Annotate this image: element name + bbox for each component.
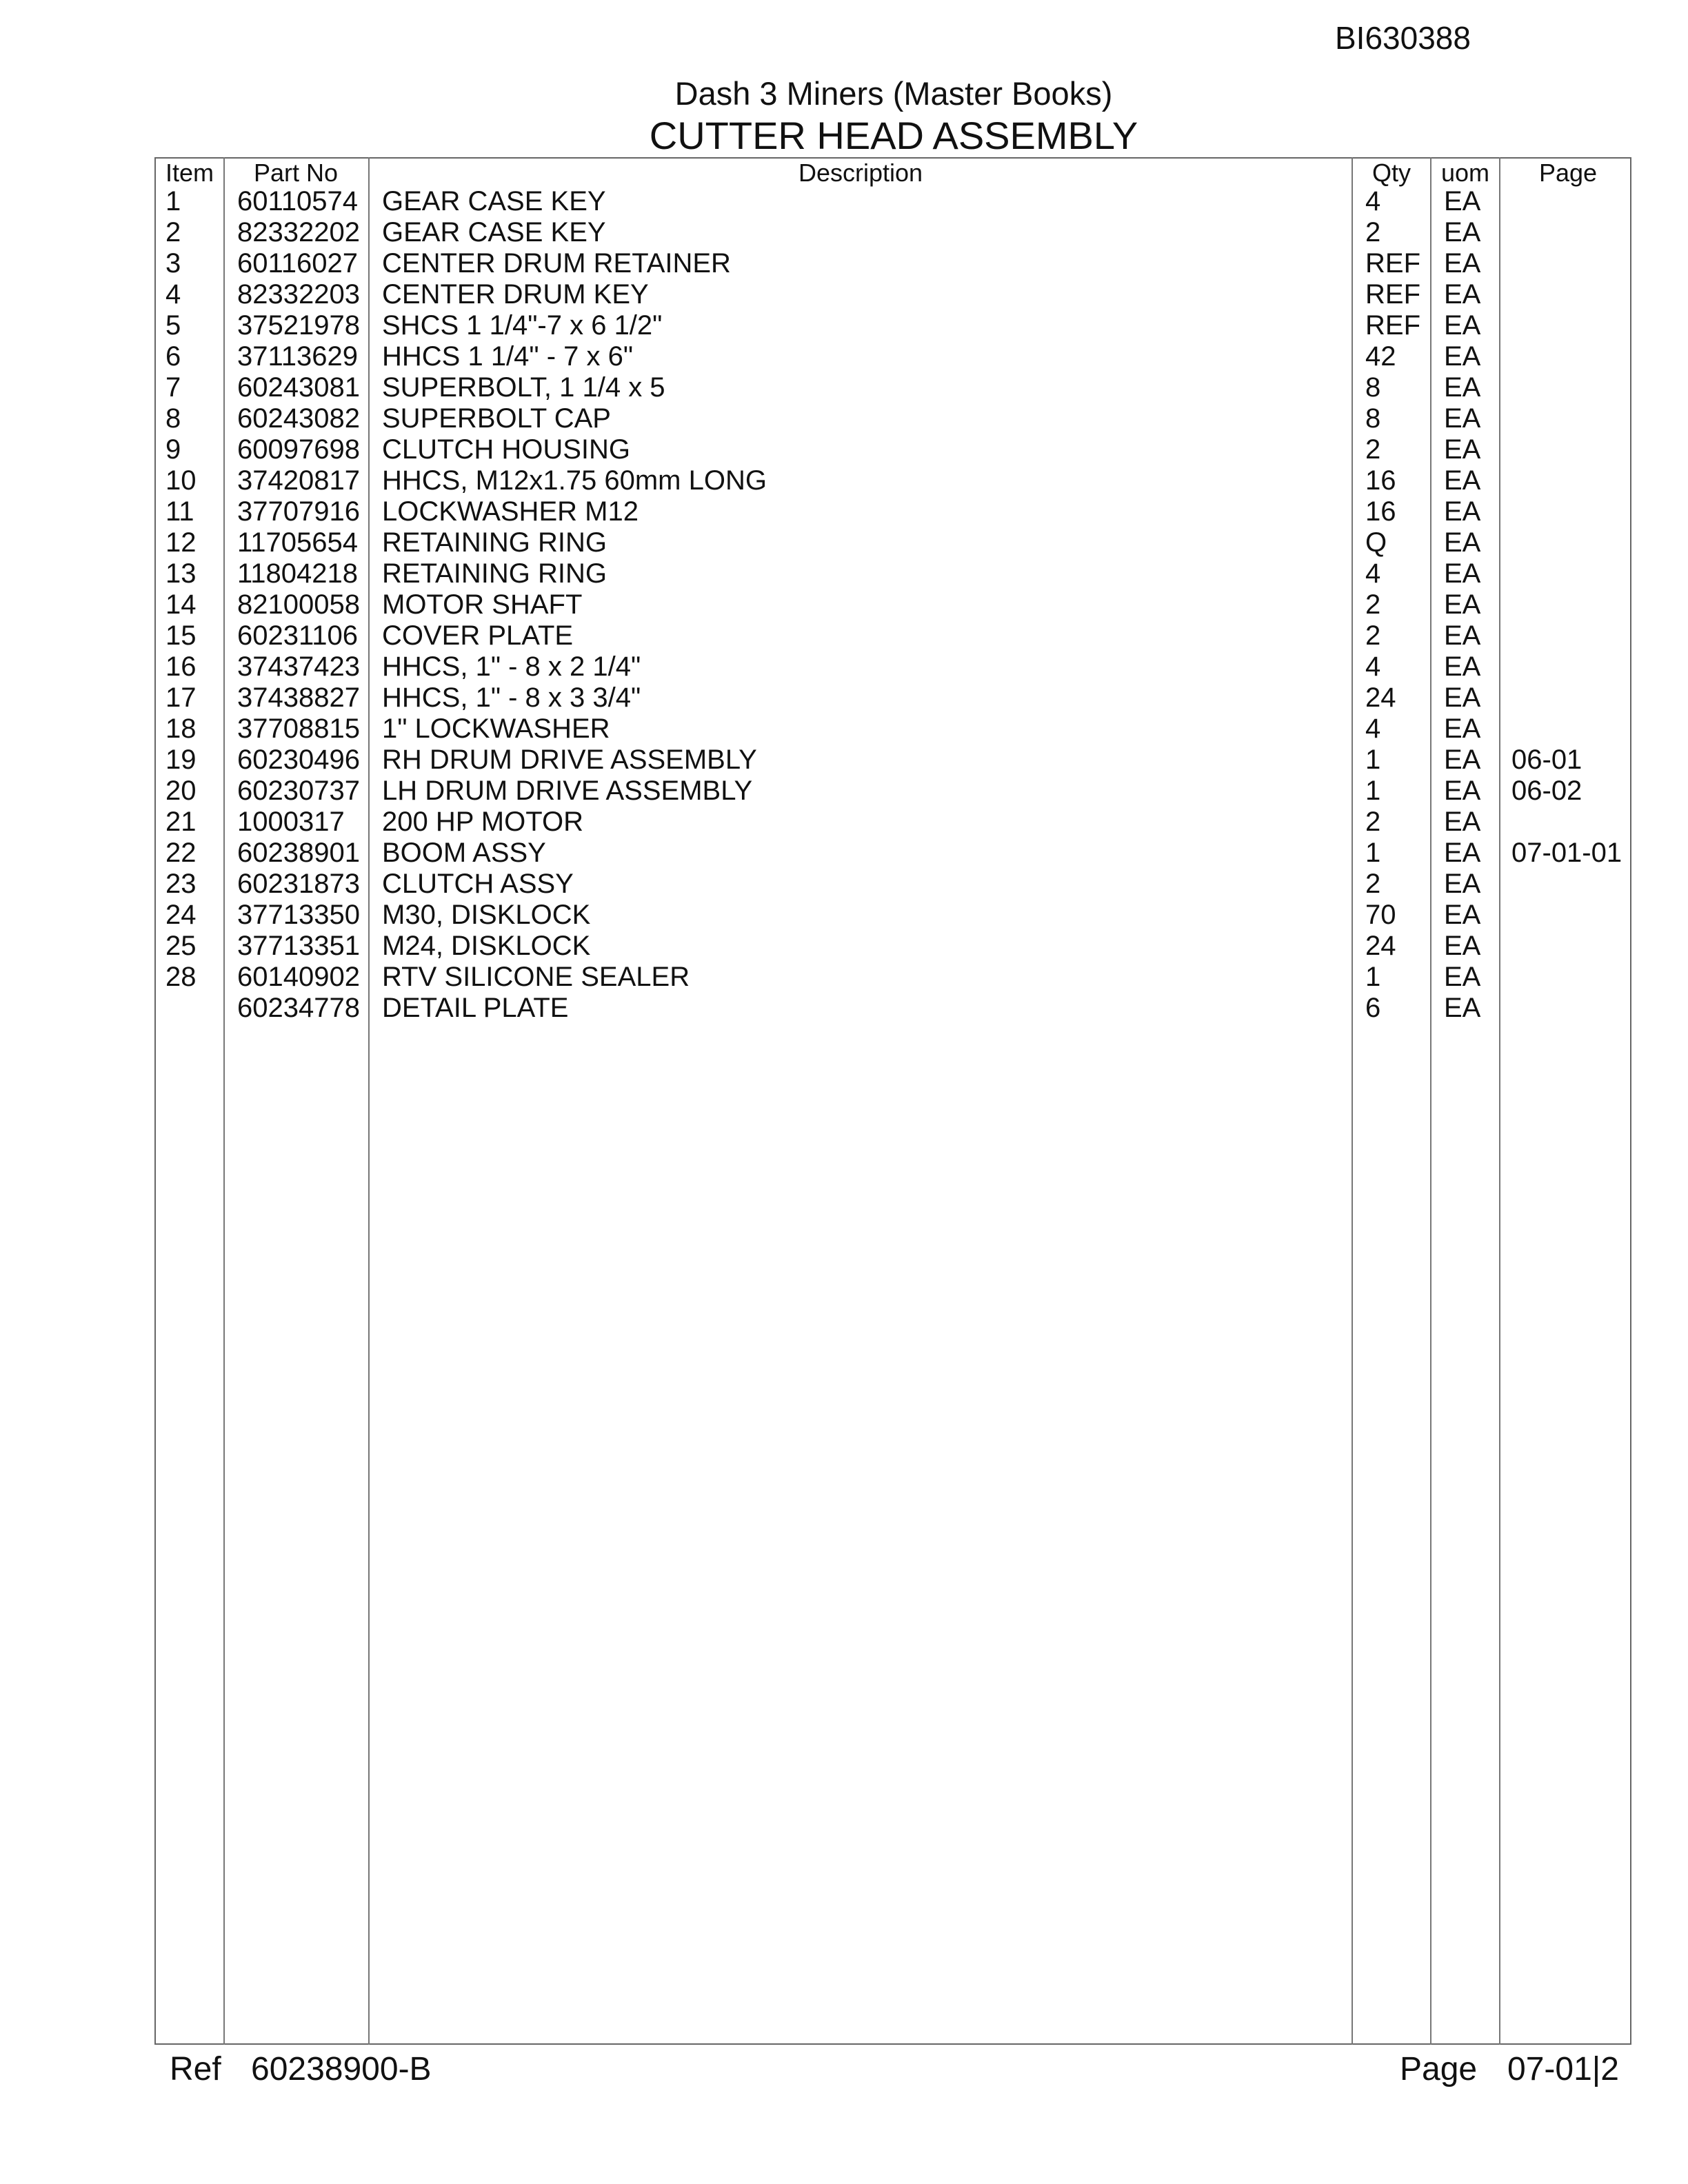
item-number: 28 [165, 962, 197, 992]
part-number: 60243082 [237, 403, 360, 434]
quantity: 2 [1365, 869, 1381, 899]
part-number: 37708815 [237, 714, 360, 744]
part-description: CLUTCH HOUSING [382, 434, 631, 465]
table-row [0, 776, 1688, 807]
table-row [0, 651, 1688, 682]
header-uom: uom [1441, 159, 1490, 187]
unit-of-measure: EA [1444, 651, 1481, 682]
quantity: 1 [1365, 838, 1381, 868]
unit-of-measure: EA [1444, 745, 1481, 775]
part-number: 82332203 [237, 279, 360, 310]
part-number: 37713350 [237, 900, 360, 930]
unit-of-measure: EA [1444, 931, 1481, 961]
item-number: 3 [165, 248, 181, 279]
quantity: REF [1365, 310, 1420, 341]
part-description: BOOM ASSY [382, 838, 546, 868]
part-number: 60238901 [237, 838, 360, 868]
item-number: 10 [165, 465, 197, 496]
item-number: 6 [165, 341, 181, 372]
part-description: CLUTCH ASSY [382, 869, 574, 899]
unit-of-measure: EA [1444, 248, 1481, 279]
item-number: 15 [165, 620, 197, 651]
part-number: 82100058 [237, 589, 360, 620]
unit-of-measure: EA [1444, 496, 1481, 527]
page-reference: 06-01 [1511, 745, 1582, 775]
unit-of-measure: EA [1444, 776, 1481, 806]
part-description: RTV SILICONE SEALER [382, 962, 690, 992]
part-description: RETAINING RING [382, 527, 607, 558]
part-number: 37713351 [237, 931, 360, 961]
part-number: 37420817 [237, 465, 360, 496]
quantity: REF [1365, 248, 1420, 279]
table-row [0, 620, 1688, 651]
quantity: 6 [1365, 993, 1381, 1023]
part-number: 1000317 [237, 807, 345, 837]
table-row [0, 465, 1688, 496]
quantity: 1 [1365, 776, 1381, 806]
part-description: HHCS, M12x1.75 60mm LONG [382, 465, 767, 496]
quantity: Q [1365, 527, 1387, 558]
item-number: 24 [165, 900, 197, 930]
part-number: 82332202 [237, 217, 360, 247]
document-subtitle: Dash 3 Miners (Master Books) [674, 75, 1113, 112]
quantity: 2 [1365, 589, 1381, 620]
table-row [0, 714, 1688, 745]
unit-of-measure: EA [1444, 620, 1481, 651]
item-number: 22 [165, 838, 197, 868]
page-label: Page [1400, 2051, 1478, 2087]
item-number: 12 [165, 527, 197, 558]
unit-of-measure: EA [1444, 341, 1481, 372]
unit-of-measure: EA [1444, 838, 1481, 868]
table-row [0, 403, 1688, 434]
part-number: 60116027 [237, 248, 358, 279]
table-row [0, 186, 1688, 217]
part-description: 1" LOCKWASHER [382, 714, 610, 744]
quantity: REF [1365, 279, 1420, 310]
item-number: 16 [165, 651, 197, 682]
quantity: 1 [1365, 745, 1381, 775]
part-description: GEAR CASE KEY [382, 217, 606, 247]
quantity: 24 [1365, 931, 1396, 961]
unit-of-measure: EA [1444, 962, 1481, 992]
table-row [0, 962, 1688, 993]
item-number: 2 [165, 217, 181, 247]
unit-of-measure: EA [1444, 869, 1481, 899]
table-row [0, 900, 1688, 931]
quantity: 16 [1365, 496, 1396, 527]
unit-of-measure: EA [1444, 403, 1481, 434]
unit-of-measure: EA [1444, 900, 1481, 930]
part-description: LOCKWASHER M12 [382, 496, 639, 527]
part-description: RETAINING RING [382, 558, 607, 589]
table-row [0, 496, 1688, 527]
item-number: 11 [165, 496, 194, 527]
header-page: Page [1539, 159, 1598, 187]
page-number: 07-01|2 [1507, 2051, 1619, 2087]
header-item: Item [165, 159, 214, 187]
header-description: Description [798, 159, 923, 187]
quantity: 16 [1365, 465, 1396, 496]
item-number: 4 [165, 279, 181, 310]
unit-of-measure: EA [1444, 372, 1481, 403]
table-row [0, 248, 1688, 279]
unit-of-measure: EA [1444, 434, 1481, 465]
part-number: 60234778 [237, 993, 360, 1023]
quantity: 2 [1365, 807, 1381, 837]
table-row [0, 310, 1688, 341]
table-row [0, 993, 1688, 1024]
unit-of-measure: EA [1444, 310, 1481, 341]
table-row [0, 217, 1688, 248]
part-description: SUPERBOLT, 1 1/4 x 5 [382, 372, 665, 403]
part-number: 60110574 [237, 186, 358, 216]
quantity: 2 [1365, 620, 1381, 651]
quantity: 24 [1365, 682, 1396, 713]
part-description: 200 HP MOTOR [382, 807, 583, 837]
part-description: SUPERBOLT CAP [382, 403, 611, 434]
item-number: 5 [165, 310, 181, 341]
table-row [0, 869, 1688, 900]
quantity: 4 [1365, 714, 1381, 744]
table-row [0, 372, 1688, 403]
part-description: HHCS, 1" - 8 x 2 1/4" [382, 651, 641, 682]
part-description: HHCS 1 1/4" - 7 x 6" [382, 341, 634, 372]
quantity: 4 [1365, 558, 1381, 589]
quantity: 4 [1365, 651, 1381, 682]
item-number: 13 [165, 558, 197, 589]
part-description: SHCS 1 1/4"-7 x 6 1/2" [382, 310, 663, 341]
item-number: 1 [165, 186, 181, 216]
part-number: 60243081 [237, 372, 360, 403]
unit-of-measure: EA [1444, 993, 1481, 1023]
unit-of-measure: EA [1444, 714, 1481, 744]
part-description: LH DRUM DRIVE ASSEMBLY [382, 776, 753, 806]
part-description: M24, DISKLOCK [382, 931, 591, 961]
quantity: 8 [1365, 372, 1381, 403]
part-description: RH DRUM DRIVE ASSEMBLY [382, 745, 757, 775]
quantity: 70 [1365, 900, 1396, 930]
part-number: 37707916 [237, 496, 360, 527]
quantity: 2 [1365, 434, 1381, 465]
document-id: BI630388 [1335, 20, 1471, 56]
unit-of-measure: EA [1444, 217, 1481, 247]
part-number: 11804218 [237, 558, 358, 589]
parts-table-body [0, 186, 1688, 1024]
page-reference: 06-02 [1511, 776, 1582, 806]
header-qty: Qty [1372, 159, 1411, 187]
table-row [0, 279, 1688, 310]
unit-of-measure: EA [1444, 558, 1481, 589]
table-row [0, 558, 1688, 589]
part-number: 60230737 [237, 776, 360, 806]
part-number: 60231873 [237, 869, 360, 899]
part-description: DETAIL PLATE [382, 993, 569, 1023]
unit-of-measure: EA [1444, 589, 1481, 620]
table-row [0, 527, 1688, 558]
item-number: 7 [165, 372, 181, 403]
table-row [0, 807, 1688, 838]
table-row [0, 838, 1688, 869]
unit-of-measure: EA [1444, 682, 1481, 713]
quantity: 8 [1365, 403, 1381, 434]
page-reference: 07-01-01 [1511, 838, 1622, 868]
part-description: GEAR CASE KEY [382, 186, 606, 216]
item-number: 18 [165, 714, 197, 744]
part-number: 60230496 [237, 745, 360, 775]
unit-of-measure: EA [1444, 807, 1481, 837]
item-number: 9 [165, 434, 181, 465]
part-description: M30, DISKLOCK [382, 900, 591, 930]
part-description: CENTER DRUM KEY [382, 279, 649, 310]
item-number: 8 [165, 403, 181, 434]
item-number: 21 [165, 807, 197, 837]
item-number: 14 [165, 589, 197, 620]
unit-of-measure: EA [1444, 186, 1481, 216]
part-number: 60097698 [237, 434, 360, 465]
part-number: 37521978 [237, 310, 360, 341]
unit-of-measure: EA [1444, 527, 1481, 558]
part-description: MOTOR SHAFT [382, 589, 583, 620]
table-row [0, 434, 1688, 465]
part-number: 11705654 [237, 527, 358, 558]
table-row [0, 341, 1688, 372]
header-part-no: Part No [254, 159, 339, 187]
table-row [0, 745, 1688, 776]
item-number: 20 [165, 776, 197, 806]
quantity: 1 [1365, 962, 1381, 992]
part-number: 37437423 [237, 651, 360, 682]
unit-of-measure: EA [1444, 465, 1481, 496]
table-row [0, 682, 1688, 714]
item-number: 19 [165, 745, 197, 775]
part-description: COVER PLATE [382, 620, 574, 651]
table-row [0, 589, 1688, 620]
part-description: CENTER DRUM RETAINER [382, 248, 731, 279]
item-number: 25 [165, 931, 197, 961]
quantity: 4 [1365, 186, 1381, 216]
table-row [0, 931, 1688, 962]
page-title: CUTTER HEAD ASSEMBLY [649, 114, 1138, 157]
quantity: 2 [1365, 217, 1381, 247]
part-number: 60140902 [237, 962, 360, 992]
unit-of-measure: EA [1444, 279, 1481, 310]
ref-number: 60238900-B [251, 2051, 432, 2087]
part-number: 37438827 [237, 682, 360, 713]
part-number: 60231106 [237, 620, 358, 651]
item-number: 23 [165, 869, 197, 899]
quantity: 42 [1365, 341, 1396, 372]
item-number: 17 [165, 682, 197, 713]
part-number: 37113629 [237, 341, 358, 372]
ref-label: Ref [170, 2051, 221, 2087]
part-description: HHCS, 1" - 8 x 3 3/4" [382, 682, 641, 713]
